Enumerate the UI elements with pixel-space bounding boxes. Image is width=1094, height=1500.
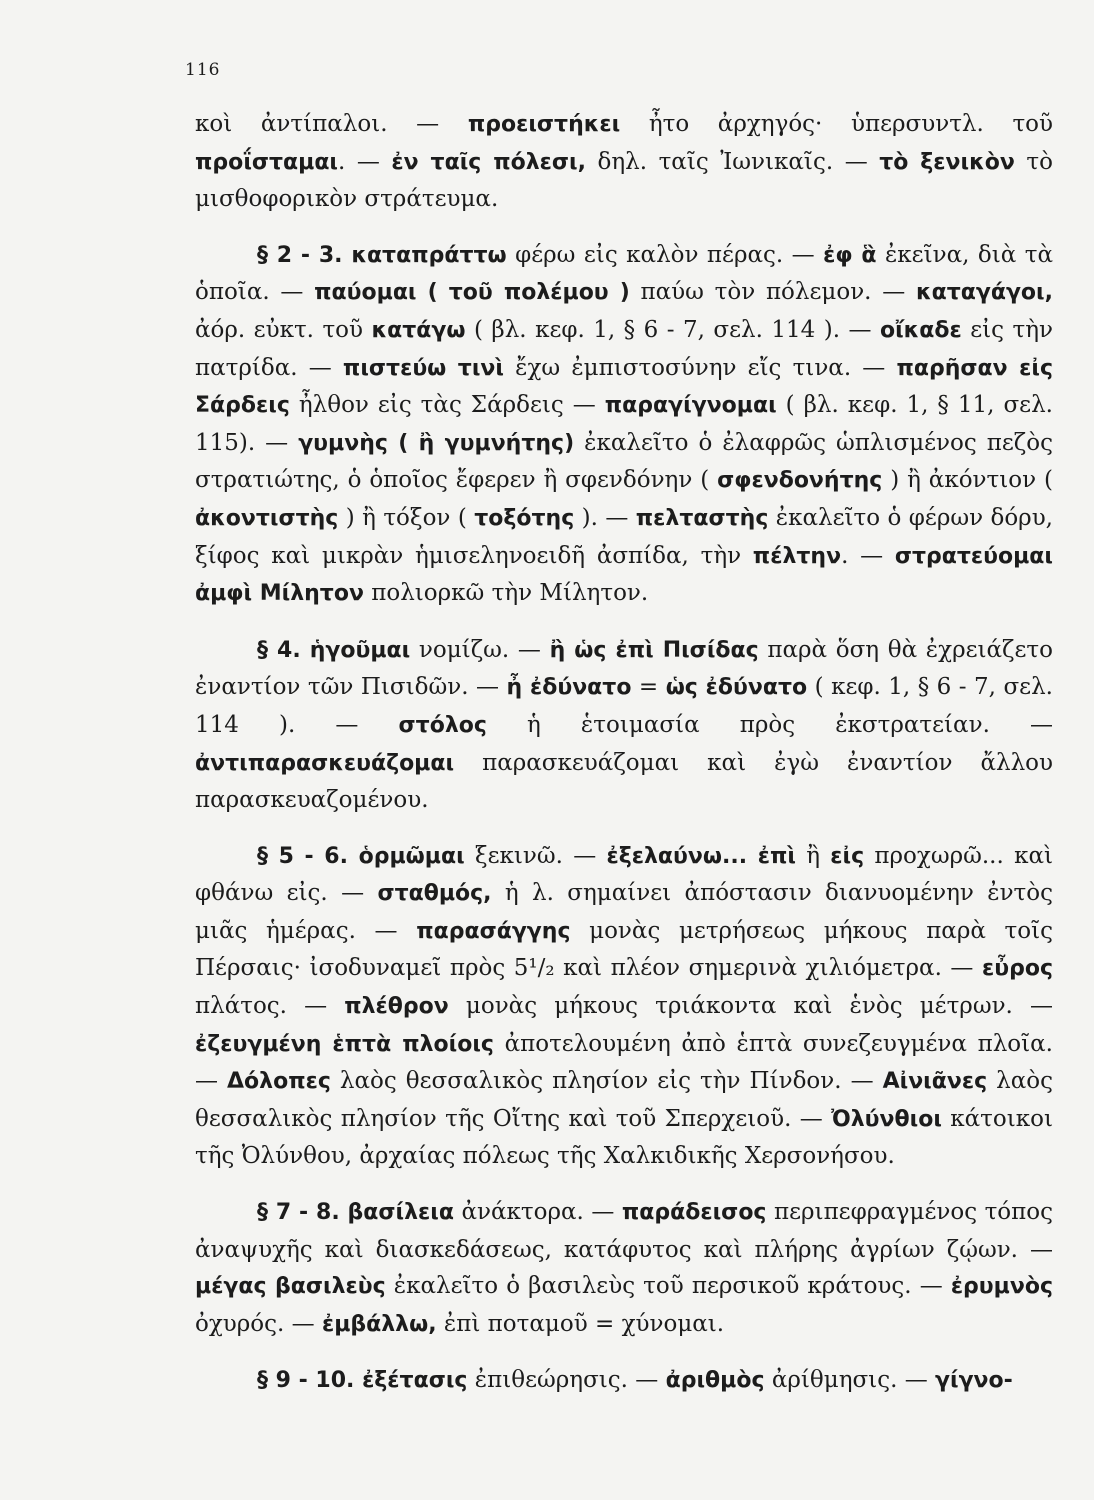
gloss-text: ἐπιθεώρησις. — — [467, 1367, 666, 1394]
headword: ἐξέτασις — [362, 1368, 468, 1394]
headword: ἡγοῦμαι — [309, 637, 411, 663]
headword: ὁρμῶμαι — [358, 843, 465, 869]
gloss-text: . — — [841, 542, 895, 569]
headword: στρατεύομαι ἀμφὶ Μίλητον — [195, 543, 1053, 607]
headword: προειστήκει — [467, 112, 621, 137]
gloss-text: ) ἢ τόξον ( — [338, 504, 475, 531]
gloss-text: ἐπὶ ποταμοῦ = χύνομαι. — [436, 1310, 725, 1337]
paragraph — [195, 1362, 1053, 1400]
headword: παράδεισος — [621, 1200, 767, 1226]
gloss-text: ἀνάκτορα. — — [453, 1199, 622, 1226]
headword: πλέθρον — [344, 994, 449, 1020]
gloss-text: δηλ. ταῖς Ἰωνικαῖς. — — [585, 148, 880, 175]
gloss-text: ( βλ. κεφ. 1, § 6 - 7, σελ. 114 ). — — [465, 316, 880, 343]
headword: ἀντιπαρασκευάζομαι — [195, 750, 455, 776]
headword: πέλτην — [752, 543, 842, 569]
headword: § 5 - 6. — [257, 843, 359, 869]
paragraph — [195, 237, 1053, 613]
headword: ἐφ ἃ — [823, 242, 877, 268]
headword: οἴκαδε — [879, 317, 962, 343]
gloss-text: νομίζω. — — [410, 636, 550, 663]
headword: ὡς ἐδύνατο — [665, 675, 808, 701]
headword: ἐξελαύνω... ἐπὶ — [606, 843, 796, 869]
headword: μέγας βασιλεὺς — [195, 1274, 386, 1300]
gloss-text: ἦτο ἀρχηγός· ὑπερσυντλ. τοῦ — [620, 111, 1053, 137]
headword: γίγνο- — [935, 1368, 1013, 1394]
headword: Ὀλύνθιοι — [831, 1106, 942, 1132]
headword: εἰς — [830, 843, 865, 869]
gloss-text: εἰς τὴν πατρίδα. — — [195, 316, 1053, 381]
gloss-text: μονὰς μετρήσεως μήκους παρὰ τοῖς Πέρσαις· ἰσοδυναμεῖ πρὸς 5¹/₂ καὶ πλέον σημερινὰ χιλιόμετρα. — — [195, 917, 1054, 982]
gloss-text: ἢ — [795, 842, 831, 869]
gloss-text: λαὸς θεσσαλικὸς πλησίον εἰς τὴν Πίνδον. — — [330, 1068, 883, 1095]
headword: εὖρος — [981, 956, 1053, 982]
headword: παρασάγγης — [416, 918, 571, 944]
gloss-text: ξεκινῶ. — — [464, 842, 607, 869]
gloss-text: τὸ μισθοφορικὸν στράτευμα. — [195, 148, 1053, 213]
headword: ἐρυμνὸς — [950, 1274, 1053, 1300]
gloss-text: ἔχω ἐμπιστοσύνην εἴς τινα. — — [503, 354, 897, 381]
headword: ἀριθμὸς — [665, 1368, 765, 1394]
gloss-text: ἀρίθμησις. — — [764, 1367, 936, 1394]
headword: πελταστὴς — [635, 505, 769, 531]
paragraph — [195, 838, 1053, 1175]
headword: Δόλοπες — [227, 1069, 331, 1095]
headword: § 4. — [257, 637, 310, 663]
gloss-text: ἡ λ. σημαίνει ἀπόστασιν διανυομένην ἐντὸς μιᾶς ἡμέρας. — — [195, 880, 1054, 944]
headword: § 9 - 10. — [257, 1368, 363, 1394]
headword: παραγίγνομαι — [604, 393, 777, 419]
gloss-text: ) ἢ ἀκόντιον ( — [882, 467, 1053, 494]
headword: ἦ ἐδύνατο — [506, 675, 632, 701]
gloss-text: παρὰ ὅση θὰ ἐχρειάζετο ἐναντίον τῶν Πισιδῶν. — — [195, 636, 1054, 701]
gloss-text: πολιορκῶ τὴν Μίλητον. — [363, 580, 649, 607]
gloss-text: κοὶ ἀντίπαλοι. — — [195, 111, 468, 137]
gloss-text: ὀχυρός. — — [195, 1310, 322, 1337]
gloss-text: ἡ ἑτοιμασία πρὸς ἐκστρατείαν. — — [486, 711, 1053, 738]
gloss-text: ἐκαλεῖτο ὁ φέρων δόρυ, ξίφος καὶ μικρὰν ἡμισεληνοειδῆ ἀσπίδα, τὴν — [195, 504, 1053, 569]
gloss-text: ἐκαλεῖτο ὁ βασιλεὺς τοῦ περσικοῦ κράτους. — — [385, 1273, 951, 1300]
headword: τοξότης — [474, 505, 575, 531]
gloss-text: = — [631, 674, 666, 701]
gloss-text: φέρω εἰς καλὸν πέρας. — — [506, 241, 824, 268]
headword: ἀκοντιστὴς — [195, 505, 339, 531]
gloss-text: παρασκευάζομαι καὶ ἐγὼ ἐναντίον ἄλλου παρασκευαζομένου. — [195, 749, 1053, 814]
gloss-text: ἀόρ. εὐκτ. τοῦ — [195, 316, 372, 343]
paragraph — [195, 632, 1053, 819]
headword: παρῆσαν εἰς Σάρδεις — [195, 355, 1054, 419]
gloss-text: ( βλ. κεφ. 1, § 11, σελ. 115). — — [195, 392, 1053, 456]
gloss-text: ἐκαλεῖτο ὁ ἐλαφρῶς ὡπλισμένος πεζὸς στρατιώτης, ὁ ὁποῖος ἔφερεν ἢ σφενδόνην ( — [195, 429, 1053, 494]
headword: τὸ ξενικὸν — [879, 149, 1015, 175]
headword: Αἰνιᾶνες — [882, 1069, 988, 1095]
page-number: 116 — [185, 60, 221, 80]
gloss-text: παύω τὸν πόλεμον. — — [629, 279, 916, 306]
paragraph — [195, 106, 1053, 218]
headword: γυμνὴς ( ἢ γυμνήτης) — [298, 430, 575, 456]
headword: καταπράττω — [351, 242, 507, 268]
paragraph — [195, 1194, 1053, 1343]
headword: ἐμβάλλω, — [321, 1311, 437, 1337]
gloss-text: πλάτος. — — [195, 993, 345, 1020]
gloss-text: ( κεφ. 1, § 6 - 7, σελ. 114 ). — — [195, 674, 1053, 738]
headword: ἐζευγμένη ἑπτὰ πλοίοις — [195, 1031, 494, 1057]
headword: § 7 - 8. — [257, 1200, 348, 1226]
gloss-text: ἐκεῖνα, διὰ τὰ ὁποῖα. — — [195, 241, 1053, 306]
headword: κατάγω — [371, 317, 466, 343]
headword: ἢ ὡς ἐπὶ Πισίδας — [549, 637, 759, 663]
commentary-text — [195, 106, 1053, 1400]
headword: βασίλεια — [347, 1200, 454, 1226]
gloss-text: . — — [338, 148, 392, 175]
gloss-text: περιπεφραγμένος τόπος ἀναψυχῆς καὶ διασκεδάσεως, κατάφυτος καὶ πλήρης ἀγρίων ζῴων. — — [195, 1199, 1053, 1263]
gloss-text: ἀποτελουμένη ἀπὸ ἑπτὰ συνεζευγμένα πλοῖα. — — [195, 1030, 1053, 1095]
gloss-text: προχωρῶ... καὶ φθάνω εἰς. — — [195, 842, 1053, 907]
gloss-text: μονὰς μήκους τριάκοντα καὶ ἑνὸς μέτρων. — — [448, 993, 1053, 1020]
gloss-text: ). — — [574, 504, 636, 531]
headword: προΐσταμαι — [195, 149, 338, 175]
headword: σταθμός, — [377, 881, 492, 907]
headword: παύομαι ( τοῦ πολέμου ) — [314, 280, 630, 306]
gloss-text: κάτοικοι τῆς Ὀλύνθου, ἀρχαίας πόλεως τῆς Χαλκιδικῆς Χερσονήσου. — [195, 1105, 1053, 1170]
headword: καταγάγοι, — [915, 280, 1053, 306]
headword: στόλος — [398, 712, 487, 738]
headword: πιστεύω τινὶ — [342, 355, 504, 381]
gloss-text: ἦλθον εἰς τὰς Σάρδεις — — [289, 392, 605, 419]
headword: § 2 - 3. — [257, 242, 352, 268]
headword: ἐν ταῖς πόλεσι, — [391, 149, 586, 175]
gloss-text: λαὸς θεσσαλικὸς πλησίον τῆς Οἴτης καὶ τοῦ Σπερχειοῦ. — — [195, 1068, 1053, 1132]
headword: σφενδονήτης — [717, 468, 883, 494]
